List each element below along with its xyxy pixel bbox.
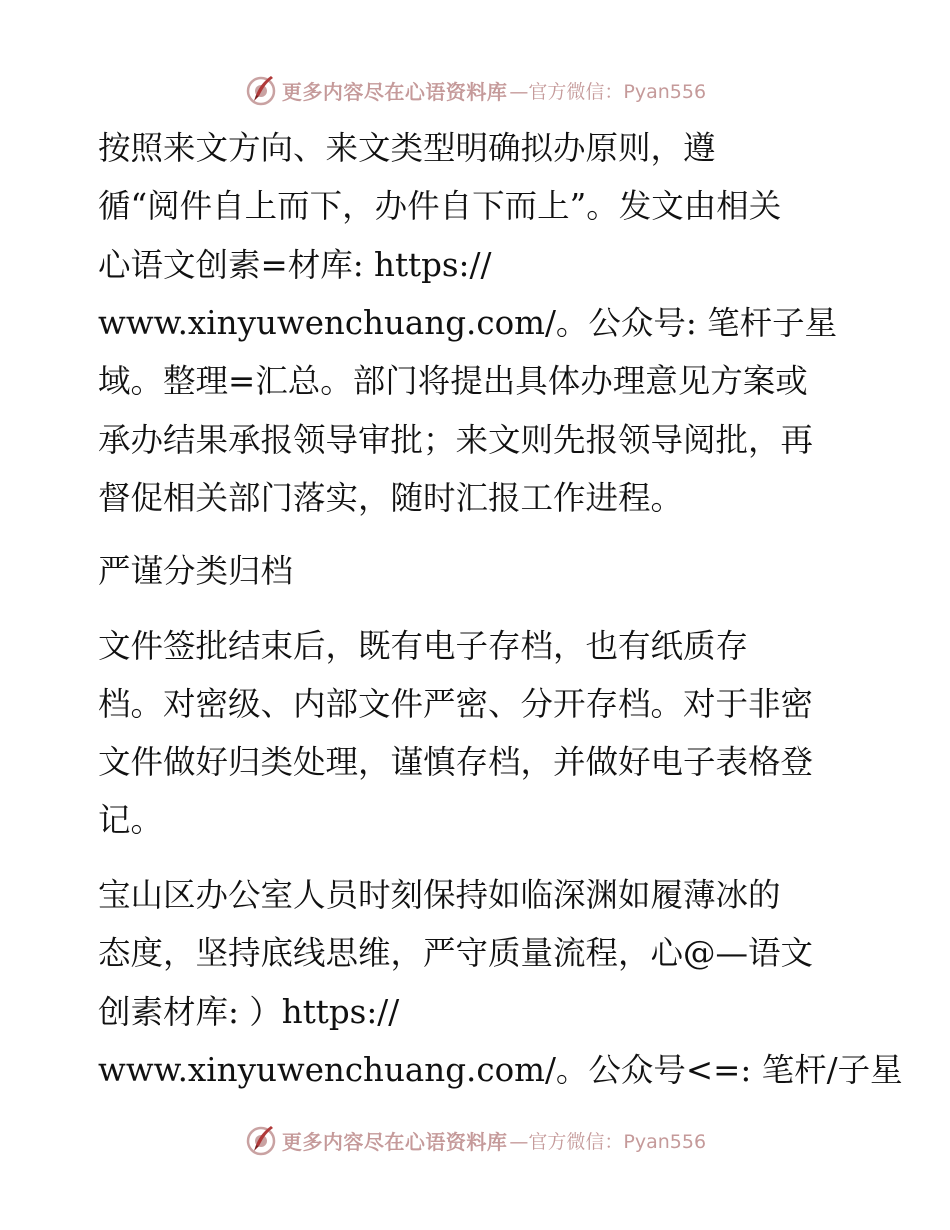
body-line: 心语文创素=材库: https://	[98, 246, 492, 284]
body-line: 文件做好归类处理，谨慎存档，并做好电子表格登	[98, 743, 814, 781]
body-line: 承办结果承报领导审批；来文则先报领导阅批，再	[98, 421, 814, 459]
watermark-wechat-text: —官方微信：Pyan556	[509, 80, 707, 103]
body-line: 记。	[98, 801, 164, 839]
body-line: 态度，坚持底线思维，严守质量流程，心@—语文	[98, 934, 814, 972]
footer-watermark-inner	[244, 1123, 706, 1157]
watermark-wechat-text: —官方微信：Pyan556	[509, 1130, 707, 1153]
body-line: 按照来文方向、来文类型明确拟办原则，遵	[98, 129, 716, 167]
body-line: 督促相关部门落实，随时汇报工作进程。	[98, 479, 684, 517]
body-line: 档。对密级、内部文件严密、分开存档。对于非密	[98, 685, 814, 723]
body-line: 创素材库: ）https://	[98, 993, 400, 1031]
header-watermark	[0, 70, 950, 110]
header-watermark-inner	[244, 73, 706, 107]
watermark-brand-text: 更多内容尽在心语资料库	[281, 79, 508, 104]
body-line: 宝山区办公室人员时刻保持如临深渊如履薄冰的	[98, 876, 781, 914]
body-line: 循“阅件自上而下，办件自下而上”。发文由相关	[98, 187, 782, 225]
quill-logo-icon	[244, 73, 278, 107]
watermark-brand-text: 更多内容尽在心语资料库	[281, 1129, 508, 1154]
footer-watermark	[0, 1120, 950, 1160]
section-heading: 严谨分类归档	[98, 552, 294, 590]
body-line: 域。整理=汇总。部门将提出具体办理意见方案或	[98, 362, 808, 400]
body-line: www.xinyuwenchuang.com/。公众号: 笔杆子星	[98, 304, 838, 342]
body-line: 文件签批结束后，既有电子存档，也有纸质存	[98, 627, 749, 665]
quill-logo-icon	[244, 1123, 278, 1157]
body-line: www.xinyuwenchuang.com/。公众号<=: 笔杆/子星	[98, 1051, 903, 1089]
